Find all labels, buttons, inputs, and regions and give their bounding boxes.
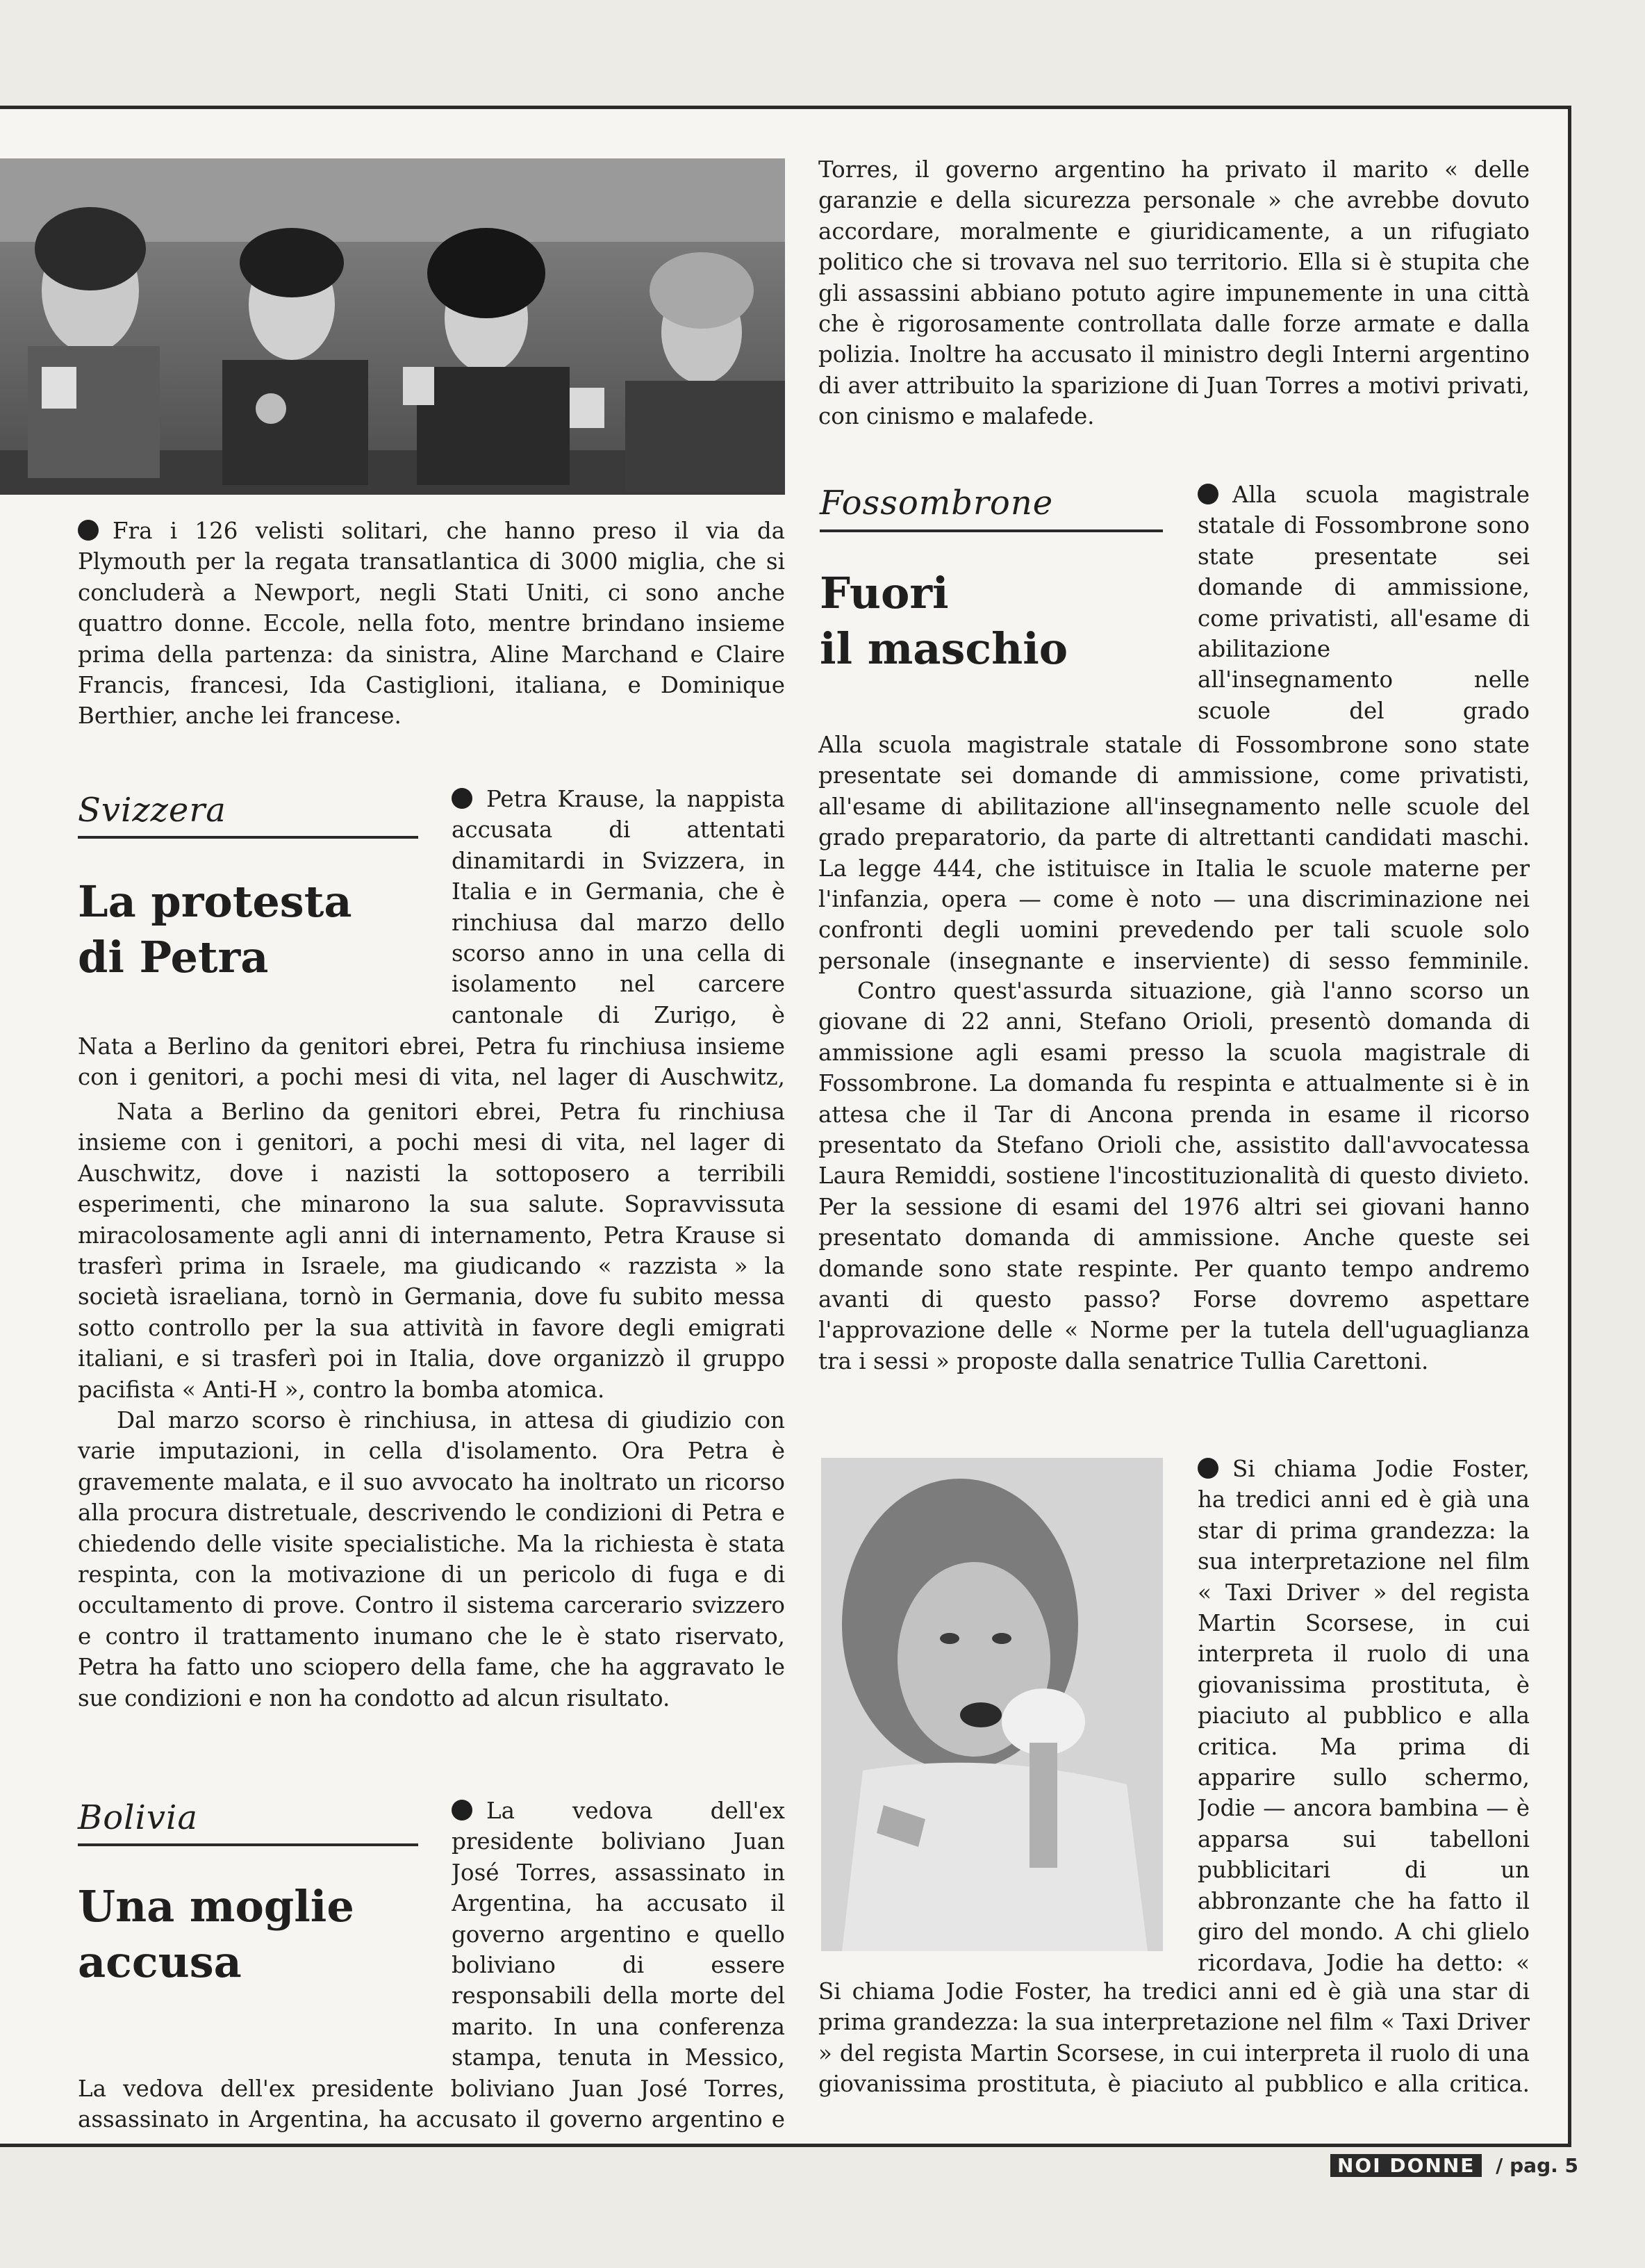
bullet-icon (1198, 1458, 1218, 1479)
headline-svizzera: La protesta di Petra (78, 876, 352, 983)
kicker-fossombrone: Fossombrone (820, 484, 1054, 523)
footer-separator: / (1496, 2154, 1503, 2177)
jodie-lead: Si chiama Jodie Foster, ha tredici anni ed è già una star di prima grandezza: la sua interpretazione nel film « Taxi Driver » del regista Martin Scorsese, in cui interpreta il ruolo di una giovanissima prostituta, è piaciuto al pubblico e alla critica. Ma prima di apparire sullo schermo, Jodie — ancora bambina — è apparsa sui tabelloni pubblicitari di un abbronzante che ha fatto il giro del mondo. A chi glielo ricordava, Jodie ha detto: « (1198, 1456, 1530, 1976)
bolivia-lead: La vedova dell'ex presidente boliviano Juan José Torres, assassinato in Argentina, ha accusato il governo argentino e quello boliviano di essere responsabili della morte del marito. In una conferenza stampa, tenuta in Messico, (452, 1798, 785, 2071)
page-footer (1330, 2154, 1578, 2177)
svizzera-lead: Petra Krause, la nappista accusata di attentati dinamitardi in Svizzera, in Italia e in Germania, che è rinchiusa dal marzo dello scorso anno in una cella di isolamento nel carcere cantonale di Zurigo, è (452, 786, 785, 1027)
magazine-logo: NOI DONNE (1330, 2154, 1482, 2177)
kicker-svizzera: Svizzera (78, 791, 226, 830)
jodie-photo (821, 1458, 1163, 1951)
rule-fossombrone (820, 529, 1163, 532)
bullet-icon (1198, 484, 1218, 504)
fossombrone-body-2: Contro quest'assurda situazione, già l'anno scorso un giovane di 22 anni, Stefano Orioli, presentò domanda di ammissione agli esami presso la scuola magistrale di Fossombrone. La domanda fu respinta e attualmente si è in attesa che il Tar di Ancona prenda in esame il ricorso presentato da Stefano Orioli che, assistito dall'avvocatessa Laura Remiddi, sostiene l'incostituzionalità di questo divieto. Per la sessione di esami del 1976 altri sei giovani hanno presentato domanda di ammissione. Anche queste sei domande sono state respinte. Per quanto tempo andremo avanti di questo passo? Forse dovremo aspettare l'approvazione delle « Norme per la tutela dell'uguaglianza tra i sessi » proposte dalla senatrice Tullia Carettoni. (818, 978, 1530, 1374)
bullet-icon (78, 520, 99, 541)
svizzera-body-2: Nata a Berlino da genitori ebrei, Petra fu rinchiusa insieme con i genitori, a pochi mesi di vita, nel lager di Auschwitz, dove i nazisti la sottoposero a terribili esperimenti, che minarono la sua salute. Sopravvissuta miracolosamente agli anni di internamento, Petra Krause si trasferì prima in Israele, ma giudicando « razzista » la società israeliana, tornò in Germania, dove fu subito messa sotto controllo per la sua attività in favore degli emigrati italiani, e si trasferì poi in Italia, dove organizzò il gruppo pacifista « Anti-H », contro la bomba atomica. (78, 1099, 785, 1403)
headline-fossombrone: Fuori il maschio (820, 568, 1068, 674)
jodie-lead-tail: Si chiama Jodie Foster, ha tredici anni ed è già una star di prima grandezza: la sua interpretazione nel film « Taxi Driver » del regista Martin Scorsese, in cui interpreta il ruolo di una giovanissima prostituta, è piaciuto al pubblico e alla critica. (818, 1978, 1530, 2098)
bullet-icon (452, 788, 472, 809)
fossombrone-lead: Alla scuola magistrale statale di Fossombrone sono state presentate sei domande di ammissione, come privatisti, all'esame di abilitazione all'insegnamento nelle scuole del grado (1198, 482, 1530, 724)
svizzera-body-3: Dal marzo scorso è rinchiusa, in attesa di giudizio con varie imputazioni, in cella d'isolamento. Ora Petra è gravemente malata, e il suo avvocato ha inoltrato un ricorso alla procura distretuale, descrivendo le condizioni di Petra e chiedendo delle visite specialistiche. Ma la richiesta è stata respinta, con la motivazione di un pericolo di fuga e di occultamento di prove. Contro il sistema carcerario svizzero e contro il trattamento inumano che le è stato riservato, Petra ha fatto uno sciopero della fame, che ha aggravato le sue condizioni e non ha condotto ad alcun risultato. (78, 1407, 785, 1711)
bolivia-continued: Torres, il governo argentino ha privato il marito « delle garanzie e della sicurezza personale » che avrebbe dovuto accordare, moralmente e giuridicamente, a un rifugiato politico che si trovava nel suo territorio. Ella si è stupita che gli assassini abbiano potuto agire impunemente in una città che è rigorosamente controllata dalle forze armate e dalla polizia. Inoltre ha accusato il ministro degli Interni argentino di aver attribuito la sparizione di Juan Torres a motivi privati, con cinismo e malafede. (818, 156, 1530, 430)
rule-svizzera (78, 836, 418, 839)
bolivia-lead-tail: La vedova dell'ex presidente boliviano Juan José Torres, assassinato in Argentina, ha accusato il governo argentino e (78, 2076, 785, 2133)
bullet-icon (452, 1800, 472, 1821)
rule-bolivia (78, 1843, 418, 1846)
sailors-caption: Fra i 126 velisti solitari, che hanno preso il via da Plymouth per la regata transatlantica di 3000 miglia, che si concluderà a Newport, negli Stati Uniti, ci sono anche quattro donne. Eccole, nella foto, mentre brindano insieme prima della partenza: da sinistra, Aline Marchand e Claire Francis, francesi, Ida Castiglioni, italiana, e Dominique Berthier, anche lei francese. (78, 518, 785, 730)
fossombrone-lead-tail: Alla scuola magistrale statale di Fossombrone sono state presentate sei domande di ammissione, come privatisti, all'esame di abilitazione all'insegnamento nelle scuole del grado preparatorio, da parte di altrettanti candidati maschi. La legge 444, che istituisce in Italia le scuole materne per l'infanzia, opera — come è noto — una discriminazione nei confronti degli uomini prevedendo per tali scuole solo personale (insegnante e inserviente) di sesso femminile. (818, 732, 1530, 974)
kicker-bolivia: Bolivia (78, 1798, 198, 1837)
jodie-photo-image (821, 1458, 1163, 1951)
svizzera-body-1: Nata a Berlino da genitori ebrei, Petra fu rinchiusa insieme con i genitori, a pochi mesi di vita, nel lager di Auschwitz, (78, 1033, 785, 1091)
headline-bolivia: Una moglie accusa (78, 1881, 354, 1987)
sailors-photo (0, 158, 785, 495)
page-number: pag. 5 (1510, 2154, 1578, 2177)
sailors-photo-image (0, 158, 785, 495)
